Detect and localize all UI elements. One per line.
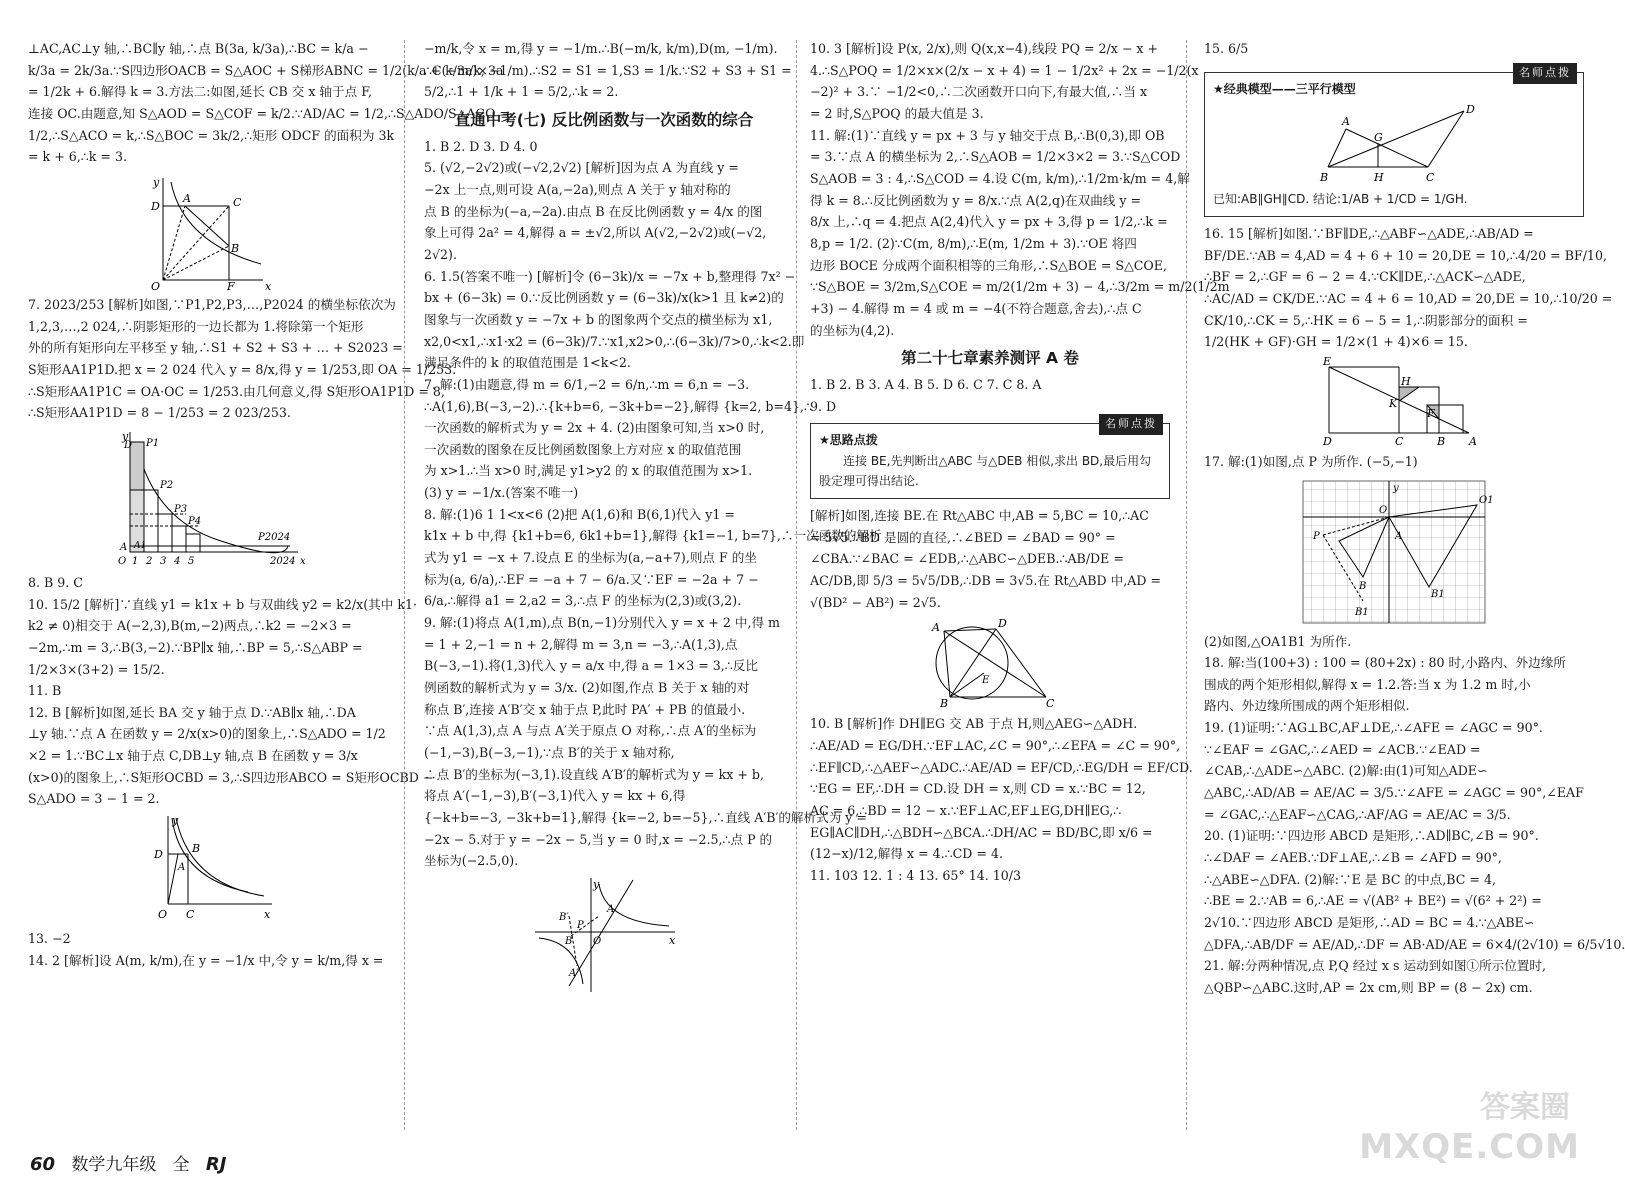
tip-text-2: 已知:AB∥GH∥CD. 结论:1/AB + 1/CD = 1/GH. <box>1213 192 1468 207</box>
text-line: (−1,−3),B(−3,−1),∵点 B′的关于 x 轴对称, <box>424 745 675 760</box>
svg-text:P3: P3 <box>174 503 188 515</box>
text-line: 将点 A′(−1,−3),B′(−3,1)代入 y = kx + 6,得 <box>424 788 686 804</box>
svg-text:y: y <box>153 175 160 189</box>
text-line: {−k+b=−3, −3k+b=1},解得 {k=−2, b=−5},∴直线 A′B′的解析式为 y = <box>424 809 867 825</box>
tip-box-2 <box>1204 65 1584 217</box>
text-line: ∴EF∥CD,∴△AEF∽△ADC.∴AE/AD = EF/CD,∴EG/DH = EF/CD. <box>810 759 1193 775</box>
c1-text-c <box>28 572 434 810</box>
figure-reflection <box>529 876 679 996</box>
text-line: = ∠GAC,∴△EAF∽△CAG,∴AF/AG = AE/AC = 3/5. <box>1204 806 1511 822</box>
text-line: 10. B [解析]作 DH∥EG 交 AB 于点 H,则△AEG∽△ADH. <box>810 716 1138 732</box>
svg-text:B: B <box>1359 580 1367 592</box>
text-line: 2√10.∵四边形 ABCD 是矩形,∴AD = BC = 4.∵△ABE∽ <box>1204 915 1535 931</box>
column-4 <box>1204 38 1625 1148</box>
text-line: = 3.∵点 A 的横坐标为 2,∴S△AOB = 1/2×3×2 = 3.∵S△COD <box>810 149 1181 165</box>
text-line: k/3a = 2k/3a.∵S四边形OACB = S△AOC + S梯形ABNC = 1/2(k/a + k/3a)×3a <box>28 62 504 78</box>
svg-text:P2: P2 <box>160 479 174 491</box>
c3-text-b <box>810 374 1170 417</box>
svg-text:2: 2 <box>146 555 153 567</box>
text-line: 围成的两个矩形相似,解得 x = 1.2.答:当 x 为 1.2 m 时,小 <box>1204 676 1531 692</box>
svg-text:G: G <box>1374 131 1383 145</box>
tip-tag-2: 名师点拨 <box>1513 63 1577 84</box>
text-line: 8/x 上,∴q = 4.把点 A(2,4)代入 y = px + 3,得 p = 1/2,∴k = <box>810 214 1168 230</box>
text-line: 路内、外边缘所围成的两个矩形相似. <box>1204 698 1410 714</box>
svg-text:D: D <box>151 199 160 213</box>
text-line: AC = 6,∴BD = 12 − x.∵EF⊥AC,EF⊥EG,DH∥EG,∴ <box>810 802 1122 818</box>
text-line: 1/2,∴S△ACO = k,∴S△BOC = 3k/2,∴矩形 ODCF 的面积为 3k <box>28 127 395 143</box>
watermark-url: MXQE.COM <box>1359 1127 1580 1167</box>
tip-title-2: ★经典模型——三平行模型 <box>1213 81 1356 96</box>
text-line: = 1 + 2,−1 = n + 2,解得 m = 3,n = −3,∴A(1,3),点 <box>424 636 738 652</box>
text-line: 11. B <box>28 683 62 699</box>
text-line: 21. 解:分两种情况,点 P,Q 经过 x s 运动到如图①所示位置时, <box>1204 958 1546 974</box>
text-line: ∴AE/AD = EG/DH.∵EF⊥AC,∠C = 90°,∴∠EFA = ∠C = 90°, <box>810 737 1181 753</box>
svg-text:D: D <box>1466 103 1475 117</box>
text-line: ×2 = 1.∵BC⊥x 轴于点 C,DB⊥y 轴,点 B 在函数 y = 3/x <box>28 748 358 764</box>
svg-text:1: 1 <box>132 555 139 567</box>
text-line: (12−x)/12,解得 x = 4.∴CD = 4. <box>810 846 1003 862</box>
svg-text:P1: P1 <box>146 437 160 449</box>
text-line: 坐标为(−2.5,0). <box>424 853 519 869</box>
c2-text-a <box>424 38 792 103</box>
svg-text:O1: O1 <box>1479 494 1494 506</box>
svg-text:A: A <box>1395 530 1403 542</box>
svg-text:y: y <box>1393 482 1399 494</box>
text-line: △DFA,∴AB/DF = AE/AD,∴DF = AB·AD/AE = 6×4/(2√10) = 6/5√10. <box>1204 936 1625 952</box>
text-line: 17. 解:(1)如图,点 P 为所作. (−5,−1) <box>1204 453 1418 469</box>
text-line: ∴S矩形AA1P1C = OA·OC = 1/253.由几何意义,得 S矩形OA1P1D = 8, <box>28 383 445 399</box>
text-line: ∴△ABE∽△DFA. (2)解:∵E 是 BC 的中点,BC = 4, <box>1204 871 1496 887</box>
text-line: = 2 时,S△POQ 的最大值是 3. <box>810 105 984 121</box>
page-footer <box>30 1150 236 1181</box>
text-line: ∴BE = 2.∵AB = 6,∴AE = √(AB² + BE²) = √(6² + 2²) = <box>1204 893 1542 909</box>
text-line: 8. 解:(1)6 1 1<x<6 (2)把 A(1,6)和 B(6,1)代入 y1 = <box>424 506 735 522</box>
text-line: ∴C(−m/k, −1/m).∴S2 = S1 = 1,S3 = 1/k.∵S2 + S3 + S1 = <box>424 62 792 78</box>
footer-edition: RJ <box>205 1154 227 1175</box>
tip-title: ★思路点拨 <box>819 433 878 448</box>
svg-text:O: O <box>118 555 127 567</box>
footer-subject: 数学九年级 <box>71 1155 157 1175</box>
text-line: 一次函数的解析式为 y = 2x + 4. (2)由图象可知,当 x>0 时, <box>424 420 765 436</box>
text-line: 图象与一次函数 y = −7x + b 的图象两个交点的横坐标为 x1, <box>424 311 773 327</box>
svg-text:4: 4 <box>174 555 181 567</box>
tip-box-1 <box>810 417 1170 499</box>
text-line: EG∥AC∥DH,∴△BDH∽△BCA.∴DH/AC = BD/BC,即 x/6 = <box>810 824 1153 840</box>
text-line: ∠CAB,∴△ADE∽△ABC. (2)解:由(1)可知△ADE∽ <box>1204 763 1488 779</box>
text-line: 为 x>1.∴当 x>0 时,满足 y1>y2 的 x 的取值范围为 x>1. <box>424 463 753 479</box>
text-line: ∠CBA.∵∠BAC = ∠EDB,∴△ABC∽△DEB.∴AB/DE = <box>810 551 1124 567</box>
text-line: 的坐标为(4,2). <box>810 322 895 338</box>
text-line: △ABC,∴AD/AB = AE/AC = 3/5.∵∠AFE = ∠AGC = 90°,∠EAF <box>1204 785 1584 801</box>
text-line: 5/2,∴1 + 1/k + 1 = 5/2,∴k = 2. <box>424 84 619 100</box>
svg-text:O: O <box>593 935 602 947</box>
text-line: 例函数的解析式为 y = 3/x. (2)如图,作点 B 关于 x 轴的对 <box>424 680 750 696</box>
text-line: 象上可得 2a² = 4,解得 a = ±√2,所以 A(√2,−2√2)或(−√2, <box>424 225 767 241</box>
text-line: ∵∠EAF = ∠GAC,∴∠AED = ∠ACB.∵∠EAD = <box>1204 741 1481 757</box>
text-line: 标为(a, 6/a),∴EF = −a + 7 − 6/a.又∵EF = −2a + 7 − <box>424 571 759 587</box>
svg-text:B: B <box>1437 434 1446 448</box>
svg-text:E: E <box>982 675 990 687</box>
svg-text:B1: B1 <box>1355 606 1369 618</box>
text-line: 边形 BOCE 分成两个面积相等的三角形,∴S△BOE = S△COE, <box>810 257 1167 273</box>
svg-text:O: O <box>158 908 168 922</box>
text-line: k1x + b 中,得 {k1+b=6, 6k1+b=1},解得 {k1=−1, b=7},∴一次函数的解析 <box>424 528 882 544</box>
text-line: 10. 15/2 [解析]∵直线 y1 = k1x + b 与双曲线 y2 = k2/x(其中 k1· <box>28 596 417 612</box>
text-line: (x>0)的图象上,∴S矩形OCBD = 3,∴S四边形ABCO = S矩形OCBD − <box>28 769 434 785</box>
tip-tag: 名师点拨 <box>1099 414 1163 435</box>
text-line: ∴BF = 2,∴GF = 6 − 2 = 4.∵CK∥DE,∴△ACK∽△ADE, <box>1204 269 1526 285</box>
text-line: ∴S矩形AA1P1D = 8 − 1/253 = 2 023/253. <box>28 405 291 421</box>
svg-text:A: A <box>932 621 940 635</box>
text-line: ∴∠DAF = ∠AEB.∵DF⊥AE,∴∠B = ∠AFD = 90°, <box>1204 850 1502 866</box>
page-number: 60 <box>30 1154 56 1175</box>
text-line: 称点 B′,连接 A′B′交 x 轴于点 P,此时 PA′ + PB 的值最小. <box>424 701 746 717</box>
svg-text:B: B <box>940 697 949 711</box>
svg-text:P4: P4 <box>188 515 202 527</box>
text-line: bx + (6−3k) = 0.∵反比例函数 y = (6−3k)/x(k>1 且 k≠2)的 <box>424 290 784 306</box>
text-line: 9. 解:(1)将点 A(1,m),点 B(n,−1)分别代入 y = x + 2 中,得 m <box>424 615 780 631</box>
divider-1 <box>404 40 405 1130</box>
svg-text:A: A <box>607 903 615 915</box>
figure-circle <box>920 617 1060 709</box>
svg-text:F: F <box>227 279 235 293</box>
svg-text:C: C <box>233 195 242 209</box>
text-line: 1,2,3,…,2 024,∴阴影矩形的一边长都为 1.将除第一个矩形 <box>28 318 364 334</box>
svg-text:x: x <box>264 908 271 922</box>
text-line: √(BD² − AB²) = 2√5. <box>810 594 941 610</box>
svg-text:K: K <box>1389 396 1398 410</box>
svg-text:x: x <box>300 555 306 567</box>
text-line: 满足条件的 k 的取值范围是 1<k<2. <box>424 355 631 371</box>
svg-text:C: C <box>1395 434 1404 448</box>
text-line: = 1/2k + 6.解得 k = 3.方法二:如图,延长 CB 交 x 轴于点 F, <box>28 84 372 100</box>
text-line: 得 k = 8.∴反比例函数为 y = 8/x.∵点 A(2,q)在双曲线 y = <box>810 192 1142 208</box>
divider-3 <box>1186 40 1187 1130</box>
figure-shadow <box>1309 354 1479 448</box>
text-line: AC/DB,即 5/3 = 5√5/DB,∴DB = 3√5.在 Rt△ABD 中,AD = <box>810 573 1161 588</box>
c1-text-b <box>28 294 457 424</box>
text-line: ∵S△BOE = 3/2m,S△COE = m/2(1/2m + 3) − 4,∴3/2m = m/2(1/2m <box>810 279 1230 295</box>
text-line: CK/10,∴CK = 5,∴HK = 6 − 5 = 1,∴阴影部分的面积 = <box>1204 312 1528 328</box>
text-line: −2x 上一点,则可设 A(a,−2a),则点 A 关于 y 轴对称的 <box>424 181 731 197</box>
text-line: k2 ≠ 0)相交于 A(−2,3),B(m,−2)两点,∴k2 = −2×3 = <box>28 618 352 634</box>
text-line: = k + 6,∴k = 3. <box>28 149 127 165</box>
text-line: x2,0<x1,∴x1·x2 = (6−3k)/7.∵x1,x2>0,∴(6−3k)/7>0,∴k<2.即 <box>424 333 805 349</box>
watermark-cn: 答案圈 <box>1480 1090 1570 1125</box>
text-line: 一次函数的图象在反比例函数图象上方对应 x 的取值范围 <box>424 441 742 457</box>
svg-text:D: D <box>154 848 163 862</box>
svg-text:A: A <box>1469 434 1477 448</box>
section-heading-zhitong: 直通中考(七) 反比例函数与一次函数的综合 <box>454 110 754 129</box>
text-line: 2√2). <box>424 246 457 262</box>
svg-text:A: A <box>178 862 186 874</box>
svg-text:P: P <box>577 919 584 931</box>
text-line: 13. −2 <box>28 931 71 947</box>
svg-text:B: B <box>192 842 201 856</box>
text-line: 10. 3 [解析]设 P(x, 2/x),则 Q(x,x−4),线段 PQ = 2/x − x + <box>810 41 1159 56</box>
text-line: 1/2×3×(3+2) = 15/2. <box>28 661 165 677</box>
text-line: 12. B [解析]如图,延长 BA 交 y 轴于点 D.∵AB∥x 轴,∴DA <box>28 704 356 720</box>
svg-text:O: O <box>1379 504 1388 516</box>
svg-text:x: x <box>669 933 676 947</box>
svg-text:E: E <box>1323 354 1332 368</box>
text-line: = 5√5.∵BD 是圆的直径,∴∠BED = ∠BAD = 90° = <box>810 529 1116 545</box>
svg-text:P2024: P2024 <box>258 531 291 543</box>
svg-text:A: A <box>1342 115 1350 129</box>
figure-p-rects <box>108 428 308 568</box>
svg-text:A: A <box>183 191 191 205</box>
text-line: 18. 解:当(100+3) : 100 = (80+2x) : 80 时,小路内、外边缘所 <box>1204 655 1566 671</box>
text-line: 7. 解:(1)由题意,得 m = 6/1,−2 = 6/n,∴m = 6,n = −3. <box>424 376 750 392</box>
text-line: 6/a,∴解得 a1 = 2,a2 = 3,∴点 F 的坐标为(2,3)或(3,2). <box>424 593 742 609</box>
footer-vol: 全 <box>172 1155 190 1175</box>
svg-text:D: D <box>124 439 133 451</box>
text-line: −2)² + 3.∵ −1/2<0,∴二次函数开口向下,有最大值,∴当 x <box>810 84 1148 100</box>
figure-grid <box>1299 477 1494 627</box>
text-line: ∵点 A(1,3),点 A 与点 A′关于原点 O 对称,∴点 A′的坐标为 <box>424 723 757 739</box>
text-line: [解析]如图,连接 BE.在 Rt△ABC 中,AB = 5,BC = 10,∴AC <box>810 508 1149 524</box>
c4-text-b <box>1204 223 1613 353</box>
text-line: 外的所有矩形向左平移至 y 轴,∴S1 + S2 + S3 + … + S2023 = <box>28 340 403 356</box>
svg-text:H: H <box>1374 171 1384 185</box>
text-line: 8,p = 1/2. (2)∵C(m, 8/m),∴E(m, 1/2m + 3).∵OE 将四 <box>810 235 1137 251</box>
text-line: 6. 1.5(答案不唯一) [解析]令 (6−3k)/x = −7x + b,整理得 7x² − <box>424 268 796 284</box>
divider-2 <box>796 40 797 1130</box>
text-line: 1/2(HK + GF)·GH = 1/2×(1 + 4)×6 = 15. <box>1204 334 1468 350</box>
text-line: (2)如图,△OA1B1 为所作. <box>1204 633 1352 649</box>
svg-text:A1: A1 <box>134 540 147 551</box>
section-heading-chapter27: 第二十七章素养测评 A 卷 <box>901 349 1079 368</box>
text-line: 连接 OC.由题意,知 S△AOD = S△COF = k/2.∵AD/AC = 1/2,∴S△ADO/S△ACO = <box>28 105 510 121</box>
svg-text:F: F <box>1427 406 1435 420</box>
c4-text-c <box>1204 451 1584 473</box>
text-line: ⊥AC,AC⊥y 轴,∴BC∥y 轴,∴点 B(3a, k/3a),∴BC = k/a − <box>28 41 369 56</box>
svg-text:5: 5 <box>188 555 195 567</box>
svg-text:O: O <box>151 279 161 293</box>
svg-text:x: x <box>265 279 272 293</box>
svg-text:B: B <box>231 241 240 255</box>
text-line: +3) − 4.解得 m = 4 或 m = −4(不符合题意,舍去),∴点 C <box>810 300 1142 316</box>
figure-abco <box>138 814 278 924</box>
svg-text:B: B <box>1320 171 1329 185</box>
text-line: S矩形AA1P1D.把 x = 2 024 代入 y = 8/x,得 y = 1/253,即 OA = 1/253. <box>28 361 457 377</box>
text-line: 式为 y1 = −x + 7.设点 E 的坐标为(a,−a+7),则点 F 的坐 <box>424 550 757 566</box>
text-line: 11. 103 12. 1 : 4 13. 65° 14. 10/3 <box>810 867 1022 883</box>
svg-text:C: C <box>186 908 195 922</box>
svg-text:D: D <box>998 617 1007 631</box>
text-line: 1. B 2. B 3. A 4. B 5. D 6. C 7. C 8. A <box>810 376 1042 392</box>
c4-text-a <box>1204 38 1584 60</box>
text-line: ∵EG = EF,∴DH = CD.设 DH = x,则 CD = x.∵BC = 12, <box>810 781 1146 797</box>
text-line: 7. 2023/253 [解析]如图,∵P1,P2,P3,…,P2024 的横坐标依次为 <box>28 296 396 312</box>
text-line: 20. (1)证明:∵四边形 ABCD 是矩形,∴AD∥BC,∠B = 90°. <box>1204 828 1539 844</box>
text-line: 9. D <box>810 398 837 414</box>
svg-text:B1: B1 <box>1431 588 1445 600</box>
text-line: ∴点 B′的坐标为(−3,1).设直线 A′B′的解析式为 y = kx + b, <box>424 766 764 782</box>
svg-text:A: A <box>120 541 128 553</box>
svg-text:B′: B′ <box>559 911 569 923</box>
text-line: 15. 6/5 <box>1204 41 1249 56</box>
text-line: 5. (√2,−2√2)或(−√2,2√2) [解析]因为点 A 为直线 y = <box>424 160 739 176</box>
c3-text-d <box>810 713 1193 886</box>
svg-text:C: C <box>1046 697 1055 711</box>
text-line: 14. 2 [解析]设 A(m, k/m),在 y = −1/x 中,令 y = k/m,得 x = <box>28 952 384 968</box>
svg-text:B: B <box>565 935 573 947</box>
text-line: 16. 15 [解析]如图.∵BF∥DE,∴△ABF∽△ADE,∴AB/AD = <box>1204 225 1534 241</box>
text-line: 11. 解:(1)∵直线 y = px + 3 与 y 轴交于点 B,∴B(0,3),即 OB <box>810 127 1165 143</box>
text-line: ⊥y 轴.∵点 A 在函数 y = 2/x(x>0)的图象上,∴S△ADO = 1/2 <box>28 726 386 742</box>
text-line: S△AOB = 3 : 4,∴S△COD = 4.设 C(m, k/m),∴1/2m·k/m = 4,解 <box>810 170 1190 186</box>
svg-text:P: P <box>1313 530 1320 542</box>
text-line: ∴A(1,6),B(−3,−2).∴{k+b=6, −3k+b=−2},解得 {k=2, b=4},∴ <box>424 398 813 414</box>
text-line: B(−3,−1).将(1,3)代入 y = a/x 中,得 a = 1×3 = 3,∴反比 <box>424 658 758 674</box>
text-line: −m/k,令 x = m,得 y = −1/m.∴B(−m/k, k/m),D(m, −1/m). <box>424 41 778 56</box>
text-line: 1. B 2. D 3. D 4. 0 <box>424 138 538 154</box>
svg-text:C: C <box>1426 171 1435 185</box>
text-line: 8. B 9. C <box>28 574 83 590</box>
svg-text:2024: 2024 <box>270 555 296 567</box>
text-line: −2x − 5.对于 y = −2x − 5,当 y = 0 时,x = −2.5,∴点 P 的 <box>424 831 773 847</box>
text-line: 点 B 的坐标为(−a,−2a).由点 B 在反比例函数 y = 4/x 的图 <box>424 203 763 219</box>
svg-text:y: y <box>593 877 600 891</box>
svg-text:D: D <box>1323 434 1332 448</box>
svg-text:y: y <box>122 429 129 443</box>
text-line: BF/DE.∵AB = 4,AD = 4 + 6 + 10 = 20,DE = 10,∴4/20 = BF/10, <box>1204 247 1607 263</box>
svg-text:A′: A′ <box>569 967 579 979</box>
svg-text:y: y <box>172 814 179 828</box>
c3-text-c <box>810 505 1170 613</box>
text-line: △QBP∽△ABC.这时,AP = 2x cm,则 BP = (8 − 2x) cm. <box>1204 980 1533 995</box>
figure-odcf <box>143 172 273 293</box>
text-line: 4.∴S△POQ = 1/2×x×(2/x − x + 4) = 1 − 1/2x² + 2x = −1/2(x <box>810 62 1199 78</box>
tip-text: 连接 BE,先判断出△ABC 与△DEB 相似,求出 BD,最后用勾股定理可得出结论. <box>819 453 1152 489</box>
c1-text-d <box>28 928 388 971</box>
svg-text:3: 3 <box>160 555 167 567</box>
figure-three-parallel <box>1294 103 1494 185</box>
text-line: −2m,∴m = 3,∴B(3,−2).∵BP∥x 轴,∴BP = 5,∴S△ABP = <box>28 639 363 655</box>
svg-text:H: H <box>1401 374 1411 388</box>
text-line: S△ADO = 3 − 1 = 2. <box>28 791 160 807</box>
text-line: 19. (1)证明:∵AG⊥BC,AF⊥DE,∴∠AFE = ∠AGC = 90°. <box>1204 720 1543 736</box>
text-line: ∴AC/AD = CK/DE.∵AC = 4 + 6 = 10,AD = 20,DE = 10,∴10/20 = <box>1204 290 1613 306</box>
text-line: (3) y = −1/x.(答案不唯一) <box>424 485 579 501</box>
c4-text-d <box>1204 631 1625 999</box>
